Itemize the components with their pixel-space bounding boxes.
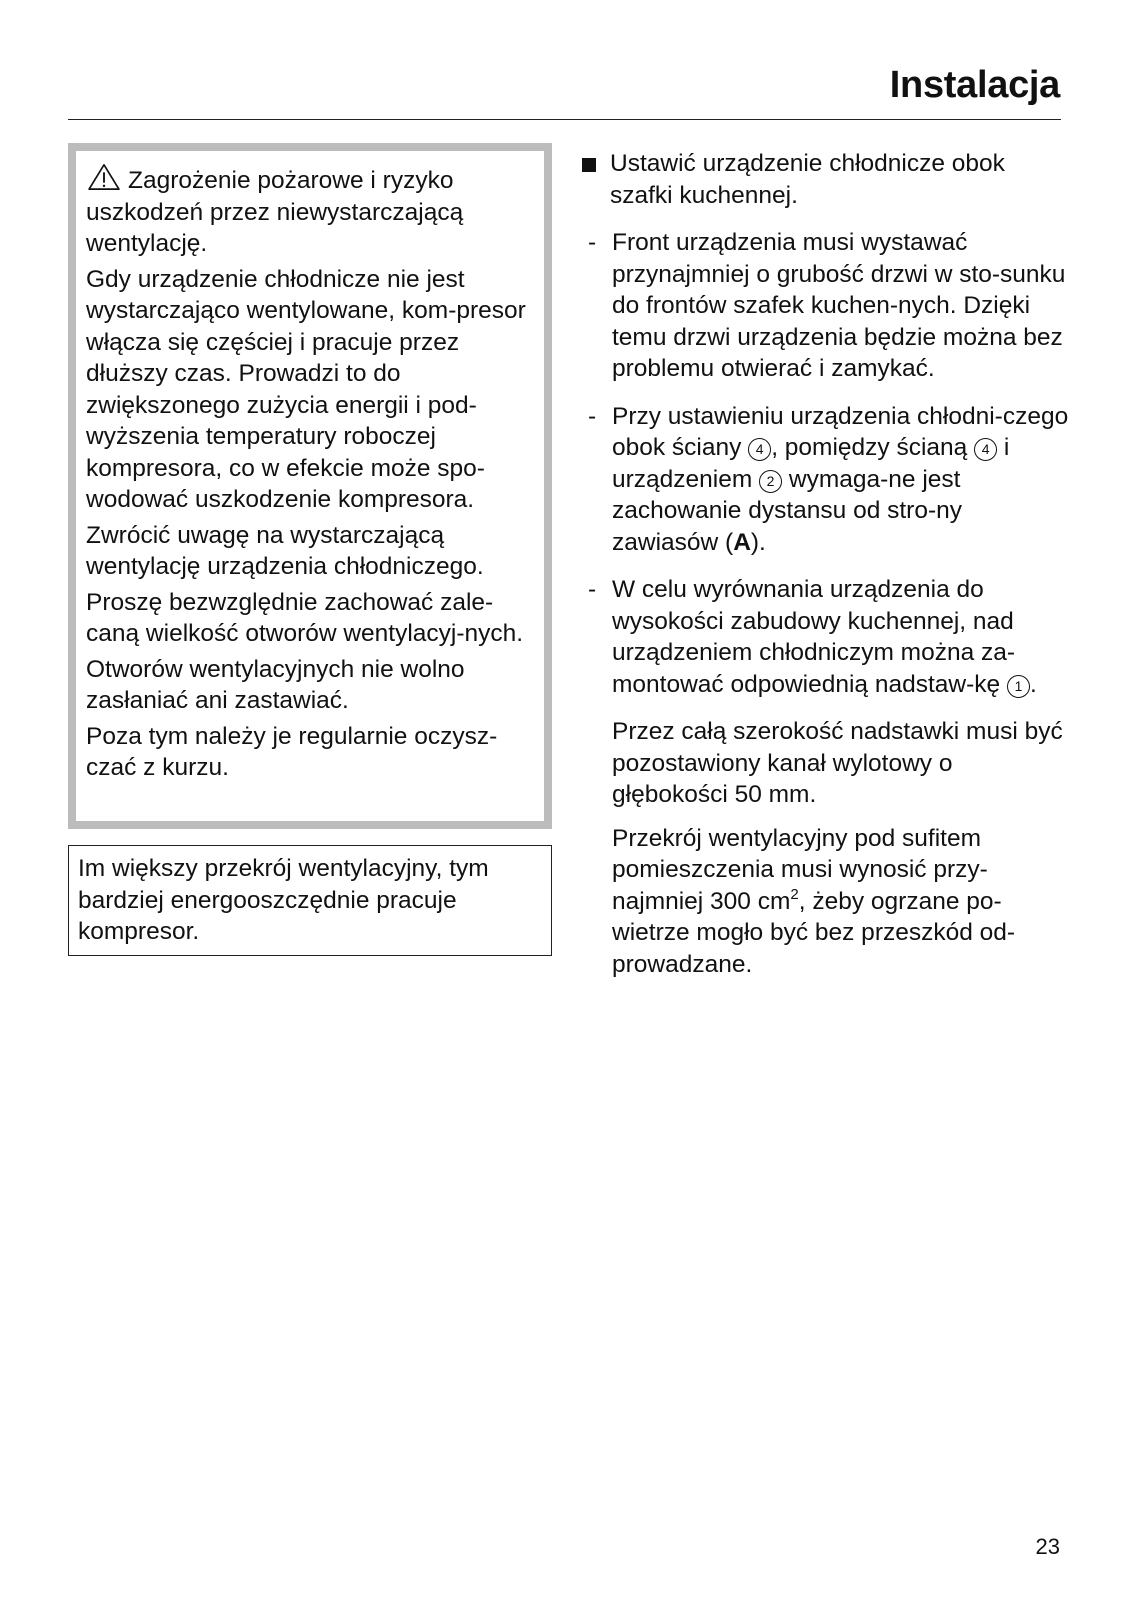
page-number: 23 [1035, 1534, 1060, 1559]
warning-heading [86, 163, 534, 260]
instructions [580, 148, 1070, 992]
list-item-text: wymaga-ne jest zachowanie dystansu od stro-ny zawiasów ( [612, 465, 962, 556]
warning-box [68, 143, 552, 829]
list-item-text: , pomiędzy ścianą [771, 434, 975, 461]
info-text: Im większy przekrój wentylacyjny, tym bardziej energooszczędnie pracuje kompresor. [78, 855, 489, 945]
reference-number-icon: 4 [748, 438, 771, 461]
warning-paragraph: Poza tym należy je regularnie oczysz-czać z kurzu. [86, 722, 498, 781]
superscript: 2 [790, 885, 799, 903]
warning-paragraph: Proszę bezwzględnie zachować zale-caną wielkość otworów wentylacyj-nych. [86, 588, 524, 647]
warning-paragraph: Otworów wentylacyjnych nie wolno zasłaniać ani zastawiać. [86, 655, 465, 714]
figure-reference: A [733, 528, 751, 556]
paragraph: Przez całą szerokość nadstawki musi być pozostawiony kanał wylotowy o głębokości 50 mm. [612, 718, 1063, 808]
dash-bullet: - [588, 402, 597, 430]
list-item-text: Przy ustawieniu urządzenia chłodni-czego obok ściany [612, 402, 1069, 461]
dash-bullet: - [588, 576, 597, 603]
info-box [68, 845, 552, 956]
instruction-step [580, 148, 1070, 211]
reference-number-icon: 2 [759, 470, 782, 493]
paragraph-text: Przekrój wentylacyjny pod sufitem pomieszczenia musi wynosić przy-najmniej 300 cm [612, 824, 988, 915]
list-item-text: i urządzeniem [612, 434, 1010, 493]
reference-number-icon: 1 [1007, 675, 1030, 698]
warning-triangle-icon [86, 163, 122, 191]
page-title: Instalacja [889, 64, 1060, 106]
square-bullet-icon [582, 158, 596, 172]
warning-heading-text: Zagrożenie pożarowe i ryzyko uszkodzeń przez niewystarczającą wentylację. [86, 167, 464, 257]
warning-paragraph: Gdy urządzenie chłodnicze nie jest wystarczająco wentylowane, kom-presor włącza się częściej i pracuje przez dłuższy czas. Prowadzi to do zwiększonego zużycia energii i pod-wyższenia temperatury roboczej kompresora, co w efekcie może spo-wodować uszkodzenie kompresora. [86, 265, 526, 513]
paragraph-text: , żeby ogrzane po-wietrze mogło być bez przeszkód od-prowadzane. [612, 887, 1016, 978]
instruction-step-text: Ustawić urządzenie chłodnicze obok szafki kuchennej. [610, 150, 1005, 209]
paragraph [580, 823, 1070, 981]
list-item [580, 227, 1070, 385]
header-divider [68, 119, 1061, 120]
list-item [580, 401, 1070, 559]
list-item-text: ). [750, 528, 766, 556]
warning-paragraph: Zwrócić uwagę na wystarczającą wentylację urządzenia chłodniczego. [86, 521, 484, 580]
dash-bullet: - [588, 229, 597, 256]
list-item-text: Front urządzenia musi wystawać przynajmniej o grubość drzwi w sto-sunku do frontów szafek kuchen-nych. Dzięki temu drzwi urządzenia będzie można bez problemu otwierać i zamykać. [612, 229, 1066, 382]
list-item-text: . [1029, 670, 1037, 698]
list-item-text: W celu wyrównania urządzenia do wysokości zabudowy kuchennej, nad urządzeniem chłodniczym można za-montować odpowiednią nadstaw-kę [612, 576, 1016, 698]
list-item [580, 574, 1070, 700]
reference-number-icon: 4 [974, 438, 997, 461]
